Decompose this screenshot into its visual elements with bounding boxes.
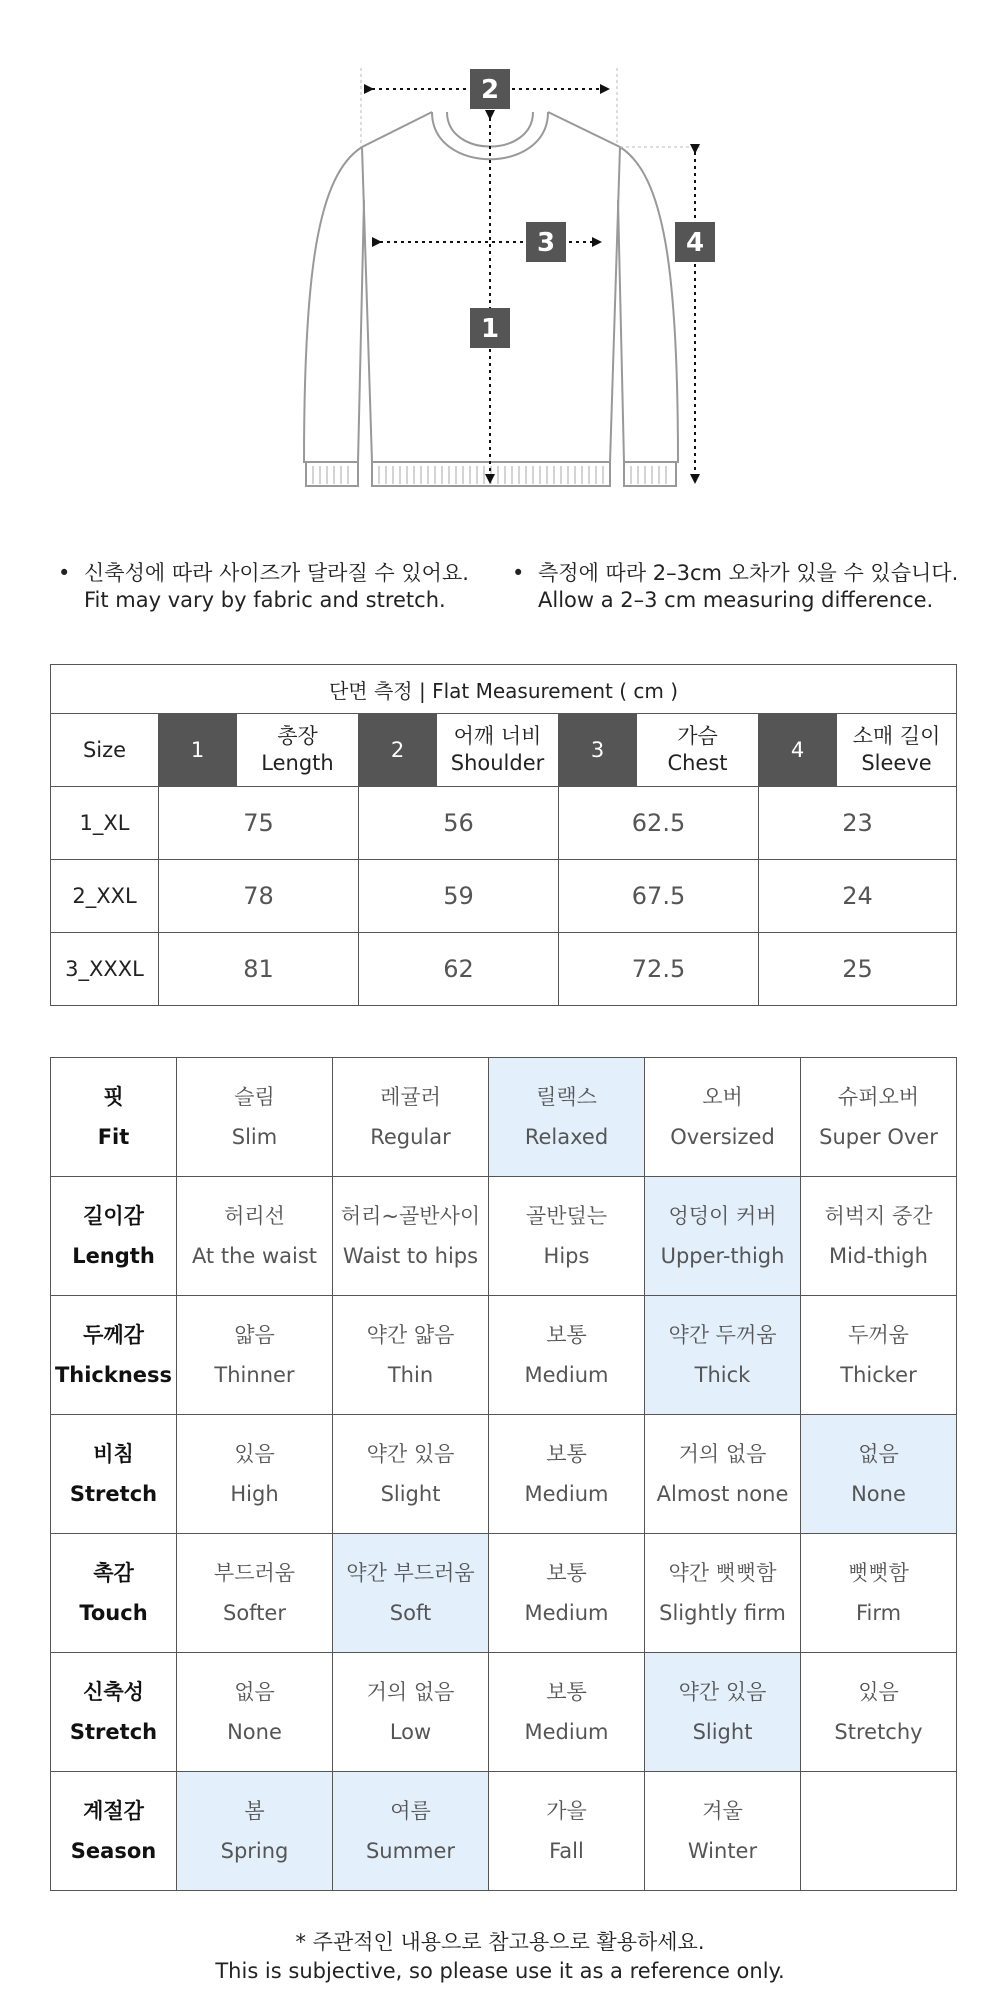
col-number-1: 1	[159, 714, 237, 787]
col-header-sleeve	[837, 714, 957, 787]
attribute-row	[51, 1296, 957, 1415]
attribute-option	[489, 1058, 645, 1177]
attribute-option	[645, 1415, 801, 1534]
option-en: Firm	[855, 1601, 902, 1625]
option-ko: 약간 뻣뻣함	[668, 1561, 777, 1585]
attribute-option	[645, 1534, 801, 1653]
attribute-option	[489, 1772, 645, 1891]
option-ko: 거의 없음	[678, 1442, 767, 1466]
col-en: Length	[261, 751, 334, 775]
option-en: Relaxed	[524, 1125, 609, 1149]
col-number-2: 2	[359, 714, 437, 787]
attribute-row	[51, 1772, 957, 1891]
note-measure-ko: 측정에 따라 2–3cm 오차가 있을 수 있습니다.	[538, 561, 959, 585]
note-measure-en: Allow a 2–3 cm measuring difference.	[538, 588, 934, 612]
col-ko: 가슴	[677, 724, 718, 748]
attribute-option	[333, 1415, 489, 1534]
option-ko: 있음	[234, 1442, 275, 1466]
option-en: Thick	[694, 1363, 751, 1387]
option-en: Slim	[231, 1125, 278, 1149]
option-ko: 보통	[546, 1323, 587, 1347]
note-fit-en: Fit may vary by fabric and stretch.	[84, 588, 446, 612]
marker-3	[526, 222, 566, 262]
value-cell: 56	[359, 787, 559, 860]
attribute-label-en: Length	[72, 1244, 155, 1268]
option-ko: 얇음	[234, 1323, 275, 1347]
option-en: Medium	[524, 1482, 609, 1506]
attribute-option	[333, 1534, 489, 1653]
option-en: Waist to hips	[342, 1244, 479, 1268]
attribute-label	[51, 1058, 177, 1177]
footer-disclaimer	[0, 1928, 1000, 1986]
col-number-4: 4	[759, 714, 837, 787]
attribute-option	[645, 1177, 801, 1296]
option-ko: 보통	[546, 1561, 587, 1585]
measurement-table	[50, 664, 957, 1006]
attribute-label	[51, 1296, 177, 1415]
option-en: None	[851, 1482, 906, 1506]
option-en: Hips	[543, 1244, 590, 1268]
size-cell: 1_XL	[51, 787, 159, 860]
option-ko: 골반덮는	[525, 1204, 608, 1228]
value-cell: 23	[759, 787, 957, 860]
attribute-label-en: Stretch	[69, 1720, 158, 1744]
option-ko: 약간 부드러움	[346, 1561, 475, 1585]
option-en: Regular	[370, 1125, 451, 1149]
option-en: Thinner	[214, 1363, 295, 1387]
attribute-option	[177, 1058, 333, 1177]
option-en: Oversized	[670, 1125, 775, 1149]
marker-1-label: 1	[480, 314, 500, 344]
attribute-option	[801, 1653, 957, 1772]
table-row	[51, 787, 957, 860]
col-header-shoulder	[437, 714, 559, 787]
option-ko: 약간 있음	[366, 1442, 455, 1466]
marker-1	[470, 308, 510, 348]
attribute-label-ko: 핏	[103, 1085, 124, 1109]
value-cell: 78	[159, 860, 359, 933]
option-ko: 여름	[390, 1799, 431, 1823]
value-cell: 24	[759, 860, 957, 933]
attribute-label-en: Touch	[79, 1601, 148, 1625]
option-en: Slightly firm	[659, 1601, 786, 1625]
value-cell: 81	[159, 933, 359, 1006]
value-cell: 62	[359, 933, 559, 1006]
option-en: High	[230, 1482, 279, 1506]
attribute-row	[51, 1058, 957, 1177]
option-ko: 없음	[234, 1680, 275, 1704]
bullet-icon: •	[512, 561, 525, 585]
option-en: Thin	[387, 1363, 434, 1387]
attribute-label-en: Season	[70, 1839, 157, 1863]
attribute-option	[177, 1772, 333, 1891]
col-en: Chest	[667, 751, 728, 775]
attribute-label	[51, 1177, 177, 1296]
option-en: Medium	[524, 1601, 609, 1625]
notes	[0, 560, 1000, 620]
col-header-length	[237, 714, 359, 787]
sweater-diagram	[0, 0, 1000, 510]
option-en: Mid-thigh	[829, 1244, 928, 1268]
option-en: Slight	[380, 1482, 441, 1506]
marker-3-label: 3	[536, 228, 556, 258]
attribute-option	[489, 1534, 645, 1653]
value-cell: 25	[759, 933, 957, 1006]
option-en: Summer	[365, 1839, 456, 1863]
option-ko: 있음	[858, 1680, 899, 1704]
option-ko: 거의 없음	[366, 1680, 455, 1704]
attribute-label-en: Stretch	[69, 1482, 158, 1506]
marker-4	[675, 222, 715, 262]
option-ko: 허리선	[224, 1204, 285, 1228]
note-fit	[58, 560, 469, 614]
marker-2	[470, 69, 510, 109]
attribute-label-ko: 촉감	[93, 1561, 134, 1585]
option-en: Slight	[692, 1720, 753, 1744]
value-cell: 75	[159, 787, 359, 860]
option-en: Super Over	[819, 1125, 938, 1149]
option-ko: 봄	[244, 1799, 265, 1823]
size-cell: 2_XXL	[51, 860, 159, 933]
option-ko: 부드러움	[213, 1561, 296, 1585]
attribute-table	[50, 1057, 957, 1891]
option-en: Medium	[524, 1363, 609, 1387]
size-header: Size	[51, 714, 159, 787]
attribute-option	[645, 1653, 801, 1772]
attribute-option	[177, 1653, 333, 1772]
attribute-option	[177, 1296, 333, 1415]
option-ko: 보통	[546, 1680, 587, 1704]
attribute-option	[801, 1534, 957, 1653]
attribute-option	[333, 1772, 489, 1891]
attribute-option	[489, 1296, 645, 1415]
option-ko: 약간 얇음	[366, 1323, 455, 1347]
col-en: Sleeve	[861, 751, 932, 775]
attribute-label-en: Fit	[97, 1125, 130, 1149]
attribute-row	[51, 1653, 957, 1772]
option-en: Thicker	[840, 1363, 917, 1387]
option-ko: 오버	[702, 1085, 743, 1109]
col-number-3: 3	[559, 714, 637, 787]
option-en: Almost none	[656, 1482, 789, 1506]
option-en: Stretchy	[834, 1720, 923, 1744]
option-ko: 가을	[546, 1799, 587, 1823]
option-en: Fall	[549, 1839, 584, 1863]
option-ko: 슬림	[234, 1085, 275, 1109]
bullet-icon: •	[58, 561, 71, 585]
option-en: Soft	[389, 1601, 432, 1625]
option-ko: 겨울	[702, 1799, 743, 1823]
option-en: Winter	[687, 1839, 758, 1863]
option-en: Low	[389, 1720, 432, 1744]
option-ko: 슈퍼오버	[837, 1085, 920, 1109]
col-ko: 어깨 너비	[453, 724, 542, 748]
marker-4-label: 4	[685, 228, 705, 258]
attribute-row	[51, 1177, 957, 1296]
attribute-option	[801, 1058, 957, 1177]
attribute-label-ko: 길이감	[83, 1204, 144, 1228]
footer-ko: * 주관적인 내용으로 참고용으로 활용하세요.	[295, 1930, 705, 1954]
attribute-label-ko: 신축성	[83, 1680, 144, 1704]
col-en: Shoulder	[450, 751, 545, 775]
attribute-option	[801, 1772, 957, 1891]
option-en: Softer	[223, 1601, 286, 1625]
attribute-option	[801, 1415, 957, 1534]
attribute-option	[645, 1772, 801, 1891]
option-en: Medium	[524, 1720, 609, 1744]
attribute-option	[177, 1534, 333, 1653]
option-en: None	[227, 1720, 282, 1744]
table-row	[51, 933, 957, 1006]
attribute-label	[51, 1415, 177, 1534]
attribute-label-en: Thickness	[54, 1363, 173, 1387]
attribute-option	[489, 1653, 645, 1772]
measurement-caption: 단면 측정 | Flat Measurement ( cm )	[51, 665, 957, 714]
option-ko: 약간 두꺼움	[668, 1323, 777, 1347]
option-ko: 허리~골반사이	[340, 1204, 481, 1228]
option-ko: 릴랙스	[536, 1085, 597, 1109]
attribute-label-ko: 두께감	[83, 1323, 144, 1347]
attribute-option	[801, 1177, 957, 1296]
option-ko: 두꺼움	[848, 1323, 909, 1347]
value-cell: 72.5	[559, 933, 759, 1006]
attribute-label-ko: 계절감	[83, 1799, 144, 1823]
attribute-option	[801, 1296, 957, 1415]
attribute-option	[333, 1296, 489, 1415]
attribute-row	[51, 1534, 957, 1653]
note-measure	[512, 560, 959, 614]
attribute-option	[333, 1653, 489, 1772]
value-cell: 62.5	[559, 787, 759, 860]
table-row	[51, 860, 957, 933]
attribute-option	[177, 1415, 333, 1534]
option-ko: 엉덩이 커버	[668, 1204, 777, 1228]
value-cell: 67.5	[559, 860, 759, 933]
attribute-option	[489, 1415, 645, 1534]
option-ko: 허벅지 중간	[824, 1204, 933, 1228]
attribute-label-ko: 비침	[93, 1442, 134, 1466]
col-header-chest	[637, 714, 759, 787]
attribute-option	[177, 1177, 333, 1296]
marker-2-label: 2	[480, 75, 500, 105]
attribute-option	[333, 1177, 489, 1296]
option-ko: 레귤러	[380, 1085, 441, 1109]
attribute-option	[645, 1296, 801, 1415]
option-en: Upper-thigh	[660, 1244, 785, 1268]
value-cell: 59	[359, 860, 559, 933]
option-ko: 보통	[546, 1442, 587, 1466]
option-ko: 없음	[858, 1442, 899, 1466]
col-ko: 총장	[277, 724, 318, 748]
size-cell: 3_XXXL	[51, 933, 159, 1006]
option-ko: 약간 있음	[678, 1680, 767, 1704]
note-fit-ko: 신축성에 따라 사이즈가 달라질 수 있어요.	[84, 561, 469, 585]
col-ko: 소매 길이	[852, 724, 941, 748]
option-en: Spring	[220, 1839, 289, 1863]
attribute-row	[51, 1415, 957, 1534]
attribute-label	[51, 1653, 177, 1772]
footer-en: This is subjective, so please use it as a reference only.	[215, 1959, 785, 1983]
attribute-option	[333, 1058, 489, 1177]
option-en: At the waist	[191, 1244, 318, 1268]
attribute-option	[645, 1058, 801, 1177]
attribute-label	[51, 1534, 177, 1653]
option-ko: 뻣뻣함	[848, 1561, 909, 1585]
attribute-option	[489, 1177, 645, 1296]
attribute-label	[51, 1772, 177, 1891]
